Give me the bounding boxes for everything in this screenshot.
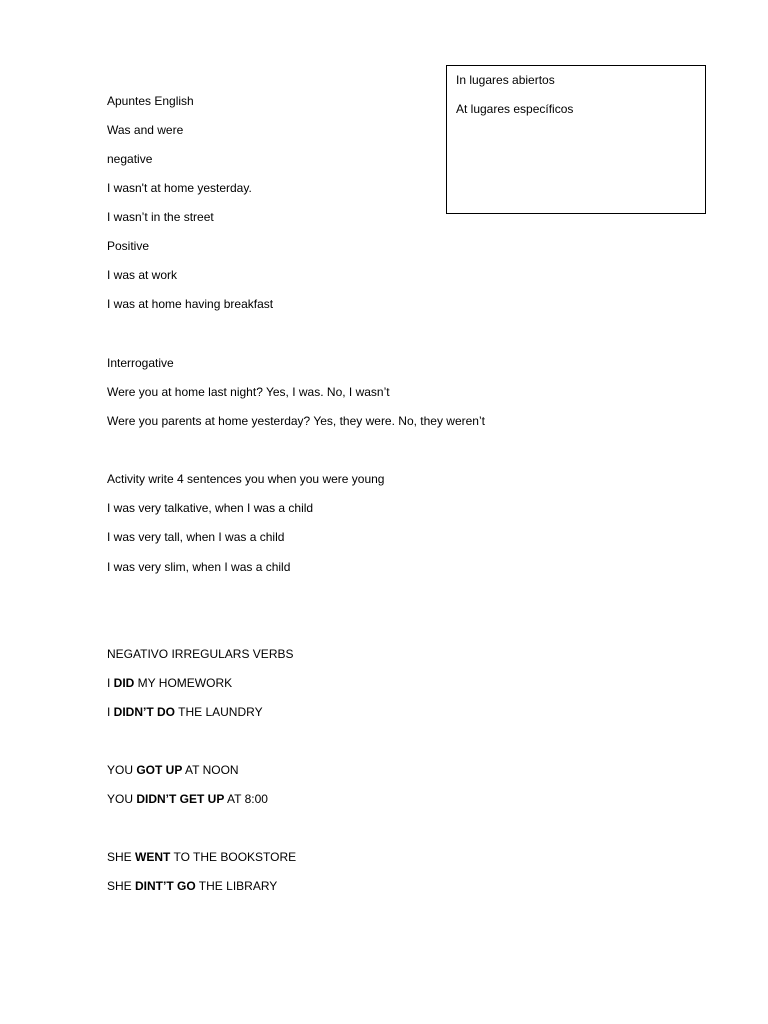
notes-line-in: In lugares abiertos	[456, 73, 555, 87]
notes-box	[446, 65, 706, 214]
verb-example-verb: DIDN’T DO	[113, 705, 176, 719]
subtitle-was-were: Was and were	[107, 123, 184, 137]
verb-example-verb: DID	[113, 676, 135, 690]
verb-example-line	[107, 792, 268, 806]
verb-example-rest: TO THE BOOKSTORE	[170, 850, 297, 864]
heading-irregular-verbs: NEGATIVO IRREGULARS VERBS	[107, 647, 294, 661]
verb-example-subject: YOU	[107, 792, 137, 806]
verb-example-rest: AT NOON	[182, 763, 239, 777]
verb-example-subject: YOU	[107, 763, 137, 777]
heading-interrogative: Interrogative	[107, 356, 174, 370]
notes-line-at: At lugares específicos	[456, 102, 574, 116]
heading-negative: negative	[107, 152, 153, 166]
activity-example-3: I was very slim, when I was a child	[107, 560, 291, 574]
verb-example-verb: WENT	[135, 850, 171, 864]
verb-example-line	[107, 763, 239, 777]
interrogative-example-1: Were you at home last night? Yes, I was. No, I wasn’t	[107, 385, 390, 399]
positive-example-1: I was at work	[107, 268, 178, 282]
verb-example-line	[107, 705, 263, 719]
verb-example-verb: DINT’T GO	[135, 879, 196, 893]
interrogative-example-2: Were you parents at home yesterday? Yes, they were. No, they weren’t	[107, 414, 485, 428]
positive-example-2: I was at home having breakfast	[107, 297, 274, 311]
heading-positive: Positive	[107, 239, 150, 253]
verb-example-rest: THE LIBRARY	[195, 879, 278, 893]
page-title: Apuntes English	[107, 94, 194, 108]
verb-example-verb: GOT UP	[136, 763, 183, 777]
verb-example-subject: I	[107, 705, 114, 719]
verb-example-rest: THE LAUNDRY	[175, 705, 263, 719]
heading-activity: Activity write 4 sentences you when you were young	[107, 472, 385, 486]
verb-example-verb: DIDN’T GET UP	[136, 792, 225, 806]
verb-example-rest: MY HOMEWORK	[134, 676, 233, 690]
activity-example-2: I was very tall, when I was a child	[107, 530, 285, 544]
verb-example-rest: AT 8:00	[224, 792, 268, 806]
verb-example-subject: SHE	[107, 850, 136, 864]
verb-example-subject: SHE	[107, 879, 136, 893]
activity-example-1: I was very talkative, when I was a child	[107, 501, 314, 515]
negative-example-2: I wasn’t in the street	[107, 210, 214, 224]
verb-example-line	[107, 879, 277, 893]
verb-example-line	[107, 850, 296, 864]
verb-example-line	[107, 676, 232, 690]
negative-example-1: I wasn't at home yesterday.	[107, 181, 252, 195]
verb-example-subject: I	[107, 676, 114, 690]
